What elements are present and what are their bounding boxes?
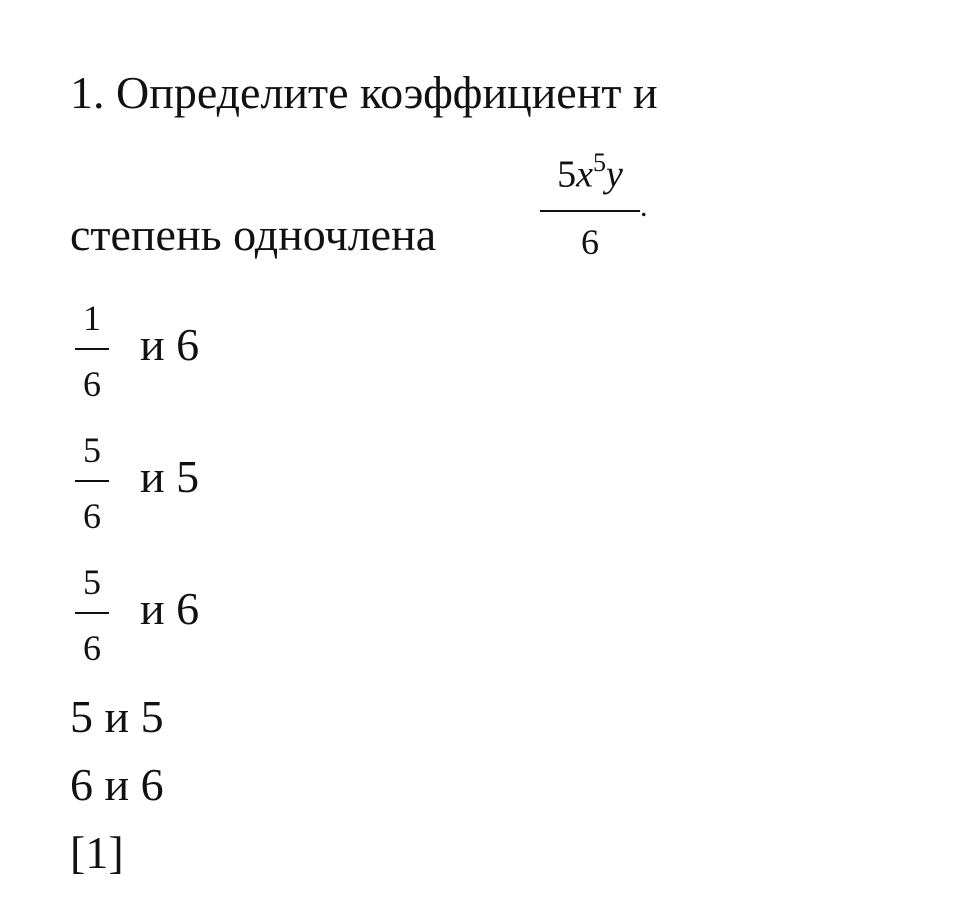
option-2-denominator: 6: [83, 496, 101, 536]
option-2-text: и 5: [140, 451, 200, 502]
option-2-fraction-bar: [75, 480, 109, 482]
option-3-fraction: [72, 564, 112, 674]
answer-option-5[interactable]: 6 и 6: [70, 759, 164, 810]
question-line-1: 1. Определите коэффициент и: [70, 67, 658, 118]
monomial-variable-x: x: [576, 153, 593, 196]
option-2-numerator: 5: [83, 430, 101, 470]
monomial-numerator: [540, 148, 640, 196]
monomial-coefficient: 5: [557, 153, 577, 196]
option-3-text: и 6: [140, 583, 200, 634]
option-3-fraction-bar: [75, 612, 109, 614]
option-3-numerator: 5: [83, 562, 101, 602]
option-1-denominator: 6: [83, 364, 101, 404]
monomial-exponent: 5: [593, 148, 606, 177]
option-2-fraction: [72, 432, 112, 542]
option-1-numerator: 1: [83, 298, 101, 338]
monomial-fraction-bar: [540, 210, 640, 212]
option-1-fraction: [72, 300, 112, 410]
monomial-period: .: [640, 190, 648, 223]
monomial-denominator: 6: [581, 222, 599, 262]
answer-option-4[interactable]: 5 и 5: [70, 691, 164, 742]
question-line-2: степень одночлена: [70, 209, 437, 260]
option-3-denominator: 6: [83, 628, 101, 668]
marks-indicator: [1]: [70, 827, 124, 878]
monomial-variable-y: y: [606, 153, 623, 196]
option-1-fraction-bar: [75, 348, 109, 350]
option-1-text: и 6: [140, 319, 200, 370]
